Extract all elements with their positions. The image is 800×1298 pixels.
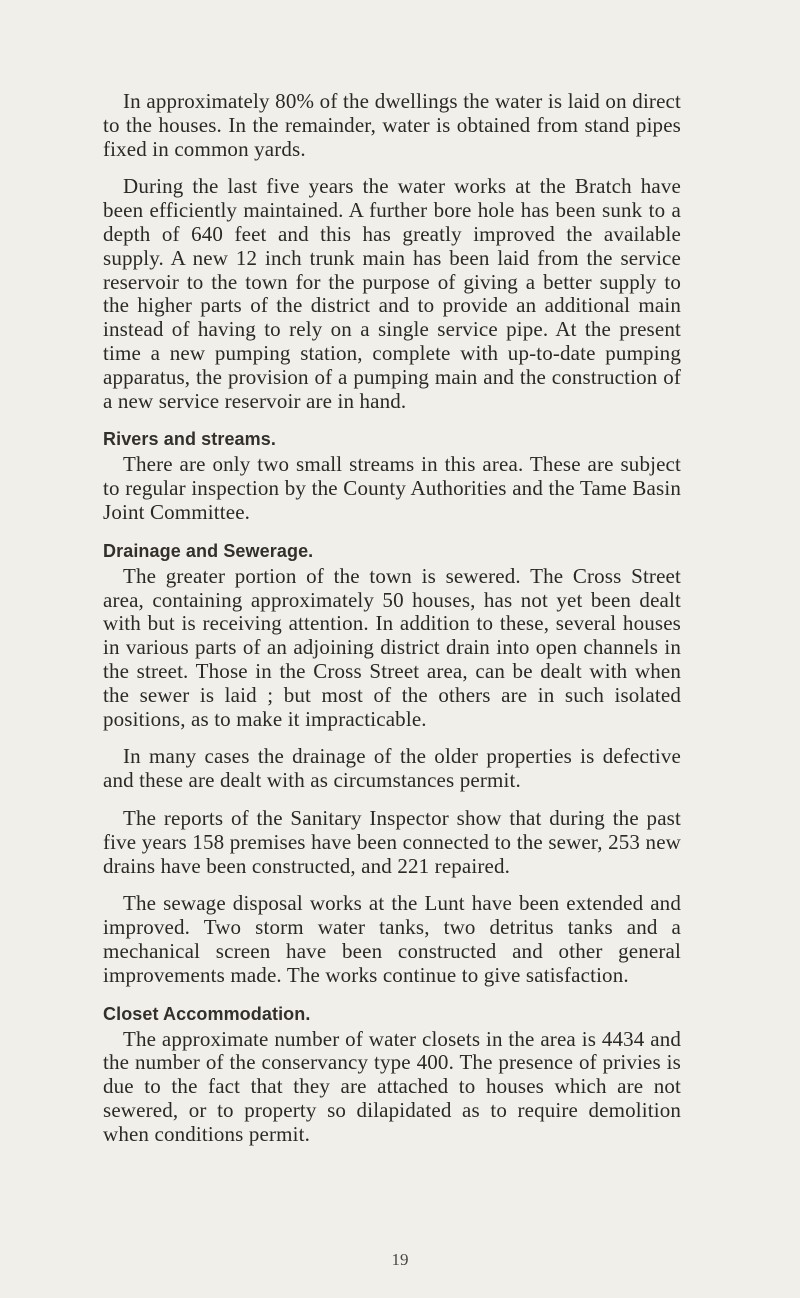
paragraph-sanitary-inspector: The reports of the Sanitary Inspector show that during the past five years 158 premises have been connected to the sewer, 253 new drains have been constructed, and 221 repaired. bbox=[103, 805, 681, 878]
paragraph-drainage-sewered: The greater portion of the town is sewered. The Cross Street area, containing approximately 50 houses, has not yet been dealt with but is receiving attention. In addition to these, several houses in various parts of an adjoining district drain into open channels in the street. Those in the Cross Street area, can be dealt with when the sewer is laid ; but most of the others are in such isolated positions, as to make it impracticable. bbox=[103, 563, 681, 731]
paragraph-closets: The approximate number of water closets in the area is 4434 and the number of the conservancy type 400. The presence of privies is due to the fact that they are attached to houses which are not sewered, or to property so dilapidated as to require demolition when conditions permit. bbox=[103, 1026, 681, 1146]
paragraph-sewage-disposal: The sewage disposal works at the Lunt have been extended and improved. Two storm water tanks, two detritus tanks and a mechanical screen have been constructed and other general improvements made. The works continue to give satisfaction. bbox=[103, 891, 681, 987]
heading-drainage-and-sewerage: Drainage and Sewerage. bbox=[103, 540, 314, 561]
paragraph-rivers: There are only two small streams in this area. These are subject to regular inspection by the County Authorities and the Tame Basin Joint Committee. bbox=[103, 452, 681, 524]
heading-closet-accommodation: Closet Accommodation. bbox=[103, 1003, 311, 1024]
heading-rivers-and-streams: Rivers and streams. bbox=[103, 429, 276, 450]
paragraph-drainage-defective: In many cases the drainage of the older properties is defective and these are dealt with as circumstances permit. bbox=[103, 744, 681, 793]
paragraph-water-works: During the last five years the water works at the Bratch have been efficiently maintained. A further bore hole has been sunk to a depth of 640 feet and this has greatly improved the available supply. A new 12 inch trunk main has been laid from the service reservoir to the town for the purpose of giving a better supply to the higher parts of the district and to provide an additional main instead of having to rely on a single service pipe. At the present time a new pumping station, complete with up-to-date pumping apparatus, the provision of a pumping main and the construction of a new service reservoir are in hand. bbox=[103, 174, 681, 413]
text-column bbox=[103, 90, 681, 1160]
page-number: 19 bbox=[391, 1250, 409, 1269]
paragraph-water-supply: In approximately 80% of the dwellings the water is laid on direct to the houses. In the remainder, water is obtained from stand pipes fixed in common yards. bbox=[103, 89, 681, 161]
